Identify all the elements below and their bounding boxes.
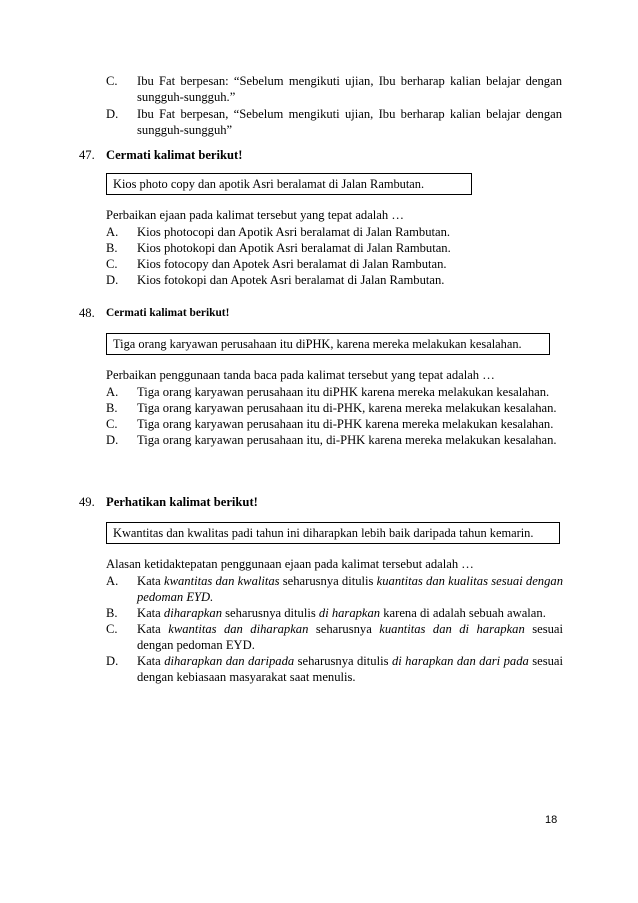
option-letter: D. bbox=[106, 273, 119, 287]
option-a bbox=[106, 224, 563, 240]
option-letter: C. bbox=[106, 417, 118, 431]
option-letter: A. bbox=[106, 574, 119, 588]
option-text: Tiga orang karyawan perusahaan itu diPHK karena mereka melakukan kesalahan. bbox=[137, 385, 550, 399]
question-stem: Alasan ketidaktepatan penggunaan ejaan pada kalimat tersebut adalah … bbox=[106, 557, 474, 571]
question-instruction: Perhatikan kalimat berikut! bbox=[106, 495, 258, 509]
question-48 bbox=[79, 305, 563, 448]
question-stem: Perbaikan ejaan pada kalimat tersebut yang tepat adalah … bbox=[106, 208, 404, 222]
question-body bbox=[106, 321, 563, 448]
option-text: Kata kwantitas dan kwalitas seharusnya ditulis kuantitas dan kualitas sesuai dengan pedoman EYD. bbox=[137, 574, 563, 604]
option-b bbox=[106, 400, 563, 416]
option-d bbox=[106, 106, 562, 138]
option-text: Ibu Fat berpesan: “Sebelum mengikuti ujian, Ibu berharap kalian belajar dengan sungguh-sungguh.” bbox=[137, 74, 562, 104]
question-number: 48. bbox=[79, 306, 95, 320]
option-text: Ibu Fat berpesan, “Sebelum mengikuti ujian, Ibu berharap kalian belajar dengan sungguh-sungguh” bbox=[137, 107, 562, 137]
option-letter: B. bbox=[106, 606, 118, 620]
option-text: Kios fotocopy dan Apotek Asri beralamat di Jalan Rambutan. bbox=[137, 257, 447, 271]
option-text: Tiga orang karyawan perusahaan itu di-PHK karena mereka melakukan kesalahan. bbox=[137, 417, 554, 431]
example-sentence-box: Kwantitas dan kwalitas padi tahun ini diharapkan lebih baik daripada tahun kemarin. bbox=[106, 522, 560, 544]
option-b bbox=[106, 240, 563, 256]
example-sentence-box: Tiga orang karyawan perusahaan itu diPHK, karena mereka melakukan kesalahan. bbox=[106, 333, 550, 355]
option-letter: C. bbox=[106, 257, 118, 271]
option-a bbox=[106, 384, 563, 400]
option-c bbox=[106, 621, 563, 653]
question-stem: Perbaikan penggunaan tanda baca pada kalimat tersebut yang tepat adalah … bbox=[106, 368, 495, 382]
question-instruction: Cermati kalimat berikut! bbox=[106, 307, 230, 319]
example-sentence-box: Kios photo copy dan apotik Asri beralamat di Jalan Rambutan. bbox=[106, 173, 472, 195]
question-instruction: Cermati kalimat berikut! bbox=[106, 148, 243, 162]
option-d bbox=[106, 432, 563, 448]
option-d bbox=[106, 272, 563, 288]
option-text: Tiga orang karyawan perusahaan itu di-PHK, karena mereka melakukan kesalahan. bbox=[137, 401, 557, 415]
option-letter: A. bbox=[106, 225, 119, 239]
option-letter: D. bbox=[106, 107, 119, 121]
question-header bbox=[79, 305, 563, 321]
option-letter: B. bbox=[106, 401, 118, 415]
question-body bbox=[106, 163, 563, 288]
question-number: 47. bbox=[79, 148, 95, 162]
option-letter: B. bbox=[106, 241, 118, 255]
option-text: Tiga orang karyawan perusahaan itu, di-PHK karena mereka melakukan kesalahan. bbox=[137, 433, 557, 447]
question-header bbox=[79, 494, 563, 510]
option-letter: C. bbox=[106, 74, 118, 88]
question-body bbox=[106, 510, 563, 685]
option-text: Kios photokopi dan Apotik Asri beralamat di Jalan Rambutan. bbox=[137, 241, 451, 255]
previous-question-options bbox=[106, 73, 562, 139]
option-text: Kata diharapkan seharusnya ditulis di harapkan karena di adalah sebuah awalan. bbox=[137, 606, 546, 620]
page-number: 18 bbox=[545, 814, 558, 826]
question-number: 49. bbox=[79, 495, 95, 509]
option-letter: D. bbox=[106, 654, 119, 668]
option-letter: A. bbox=[106, 385, 119, 399]
option-c bbox=[106, 73, 562, 105]
option-letter: D. bbox=[106, 433, 119, 447]
option-d bbox=[106, 653, 563, 685]
option-text: Kata kwantitas dan diharapkan seharusnya kuantitas dan di harapkan sesuai dengan pedoman EYD. bbox=[137, 622, 563, 652]
option-c bbox=[106, 416, 563, 432]
question-header bbox=[79, 147, 563, 163]
option-b bbox=[106, 605, 563, 621]
option-text: Kios fotokopi dan Apotek Asri beralamat di Jalan Rambutan. bbox=[137, 273, 445, 287]
option-text: Kata diharapkan dan daripada seharusnya ditulis di harapkan dan dari pada sesuai dengan kebiasaan masyarakat saat menulis. bbox=[137, 654, 564, 684]
option-a bbox=[106, 573, 563, 605]
option-c bbox=[106, 256, 563, 272]
question-47 bbox=[79, 147, 563, 288]
option-letter: C. bbox=[106, 622, 118, 636]
question-49 bbox=[79, 494, 563, 685]
option-text: Kios photocopi dan Apotik Asri beralamat di Jalan Rambutan. bbox=[137, 225, 451, 239]
